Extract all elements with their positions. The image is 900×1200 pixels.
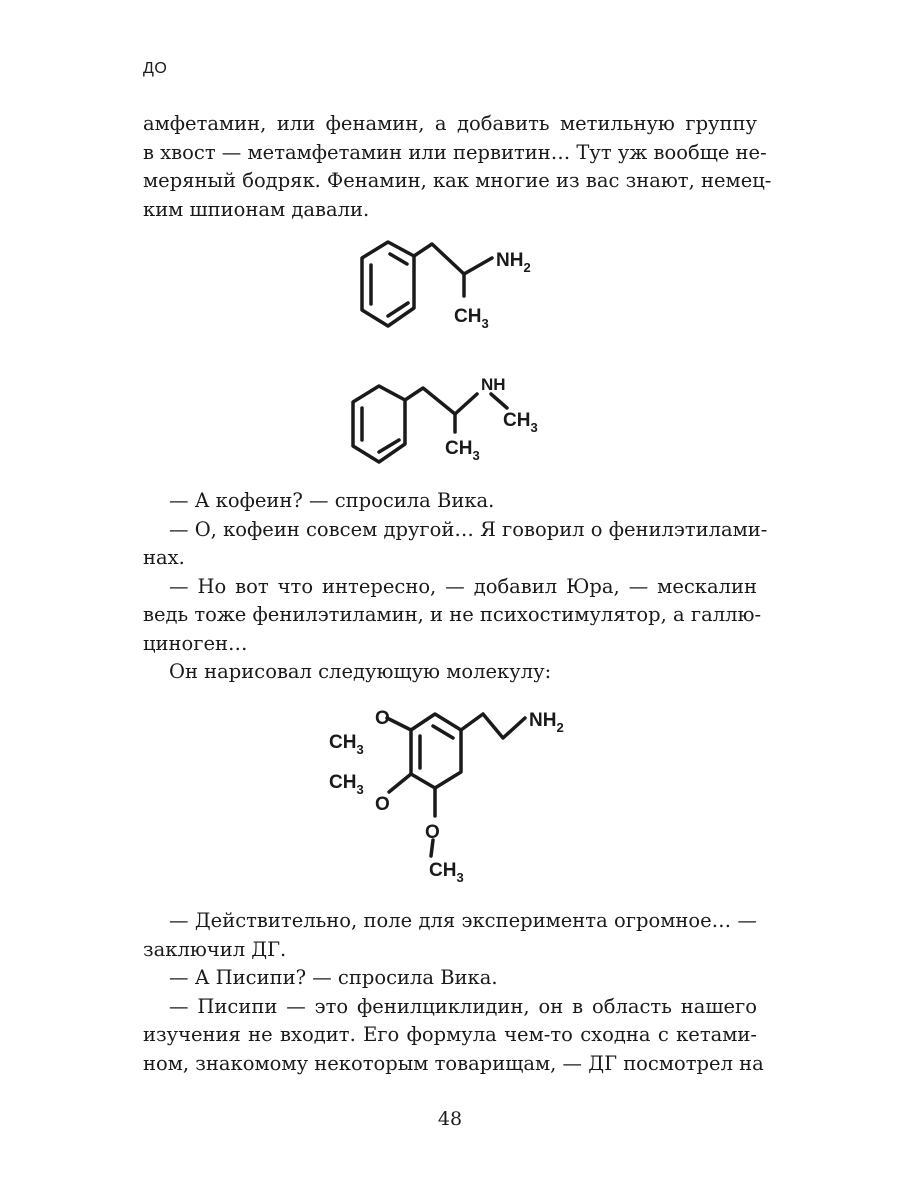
nh2-label: $NH_2$ bbox=[529, 710, 564, 735]
text-line: — Но вот что интересно, — добавил Юра, — мескалин bbox=[169, 574, 757, 598]
text-line: меряный бодряк. Фенамин, как многие из вас знают, немец- bbox=[143, 169, 772, 192]
mescaline-structure bbox=[325, 700, 585, 890]
text-line: Он нарисовал следующую молекулу: bbox=[169, 660, 552, 683]
text-line: нах. bbox=[143, 546, 185, 569]
paragraph-block-2 bbox=[143, 487, 768, 687]
ch3-label: $CH_3$ bbox=[429, 860, 464, 885]
nh-label: NH bbox=[481, 375, 506, 394]
ch3-label: $CH_3$ bbox=[454, 306, 489, 331]
running-header: ДО bbox=[143, 60, 168, 77]
paragraph-block-3 bbox=[143, 907, 764, 1078]
ch3-label: $CH_3$ bbox=[329, 772, 364, 797]
ether-bond bbox=[387, 718, 411, 730]
text-line: изучения не входит. Его формула чем-то сходна с кетами- bbox=[143, 1023, 757, 1046]
side-chain bbox=[414, 244, 492, 274]
ch3-label: $CH_3$ bbox=[329, 732, 364, 757]
paragraph-block-1 bbox=[143, 110, 772, 224]
text-line: — А Писипи? — спросила Вика. bbox=[169, 966, 498, 989]
side-chain bbox=[405, 388, 477, 414]
text-line: ведь тоже фенилэтиламин, и не психостимулятор, а галлю- bbox=[143, 603, 762, 626]
oxygen-label: O bbox=[375, 708, 390, 729]
nh2-label: $NH_2$ bbox=[496, 250, 531, 275]
text-line: заключил ДГ. bbox=[143, 937, 287, 961]
ether-bond bbox=[389, 774, 411, 792]
text-line: — О, кофеин совсем другой… Я говорил о фенилэтилами- bbox=[169, 517, 768, 541]
methamphetamine-structure bbox=[345, 368, 565, 478]
side-chain bbox=[461, 714, 525, 738]
n-methyl-bond bbox=[491, 394, 507, 408]
text-line: — А кофеин? — спросила Вика. bbox=[169, 489, 495, 512]
double-bond bbox=[390, 254, 407, 264]
ch3-label: $CH_3$ bbox=[503, 410, 538, 435]
text-line: — Действительно, поле для эксперимента огромное… — bbox=[169, 909, 757, 932]
text-line: — Писипи — это фенилциклидин, он в область нашего bbox=[169, 994, 757, 1018]
oxygen-label: O bbox=[425, 822, 440, 843]
double-bond bbox=[433, 726, 453, 738]
text-line: ном, знакомому некоторым товарищам, — ДГ посмотрел на bbox=[143, 1051, 764, 1075]
text-line: циноген… bbox=[143, 631, 248, 655]
text-line: ким шпионам давали. bbox=[143, 197, 370, 221]
text-line: в хвост — метамфетамин или первитин… Тут уж вообще не- bbox=[143, 140, 767, 164]
ch3-label: $CH_3$ bbox=[445, 438, 480, 463]
text-line: амфетамин, или фенамин, а добавить метильную группу bbox=[143, 112, 757, 135]
page-number: 48 bbox=[437, 1108, 463, 1130]
amphetamine-structure bbox=[350, 230, 560, 350]
oxygen-label: O bbox=[375, 794, 390, 815]
